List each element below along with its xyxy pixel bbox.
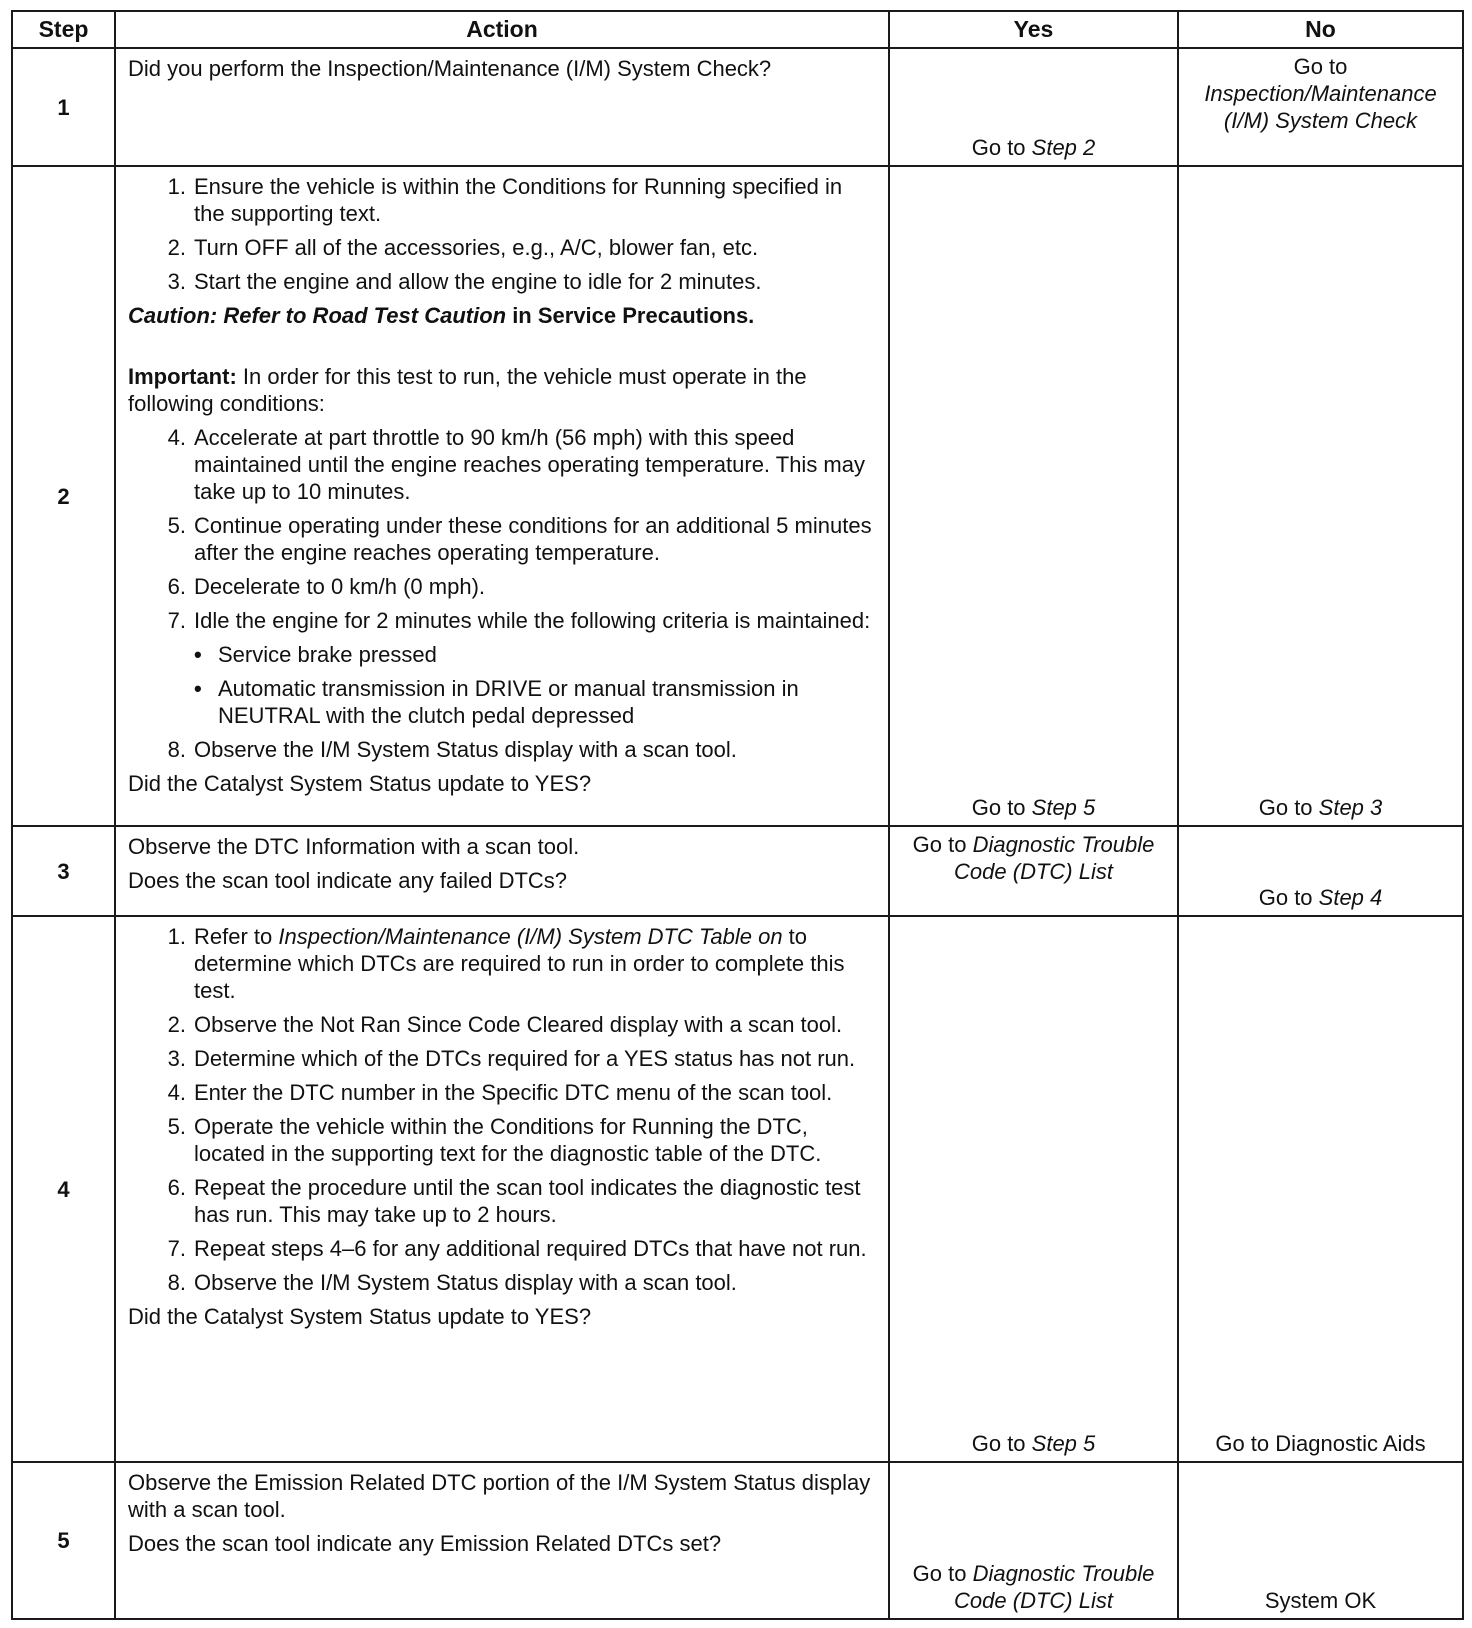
item-text (194, 923, 876, 1004)
no-prefix: Go to (1258, 885, 1319, 910)
list-item (128, 573, 876, 600)
step-number: 4 (12, 916, 115, 1462)
item-number: 8. (167, 1270, 186, 1295)
list-item (128, 173, 876, 227)
item-number: 6. (167, 574, 186, 599)
action-cell (115, 826, 889, 916)
yes-link[interactable]: Step 2 (1031, 135, 1096, 160)
item-text: Operate the vehicle within the Conditions for Running the DTC, located in the supporting text for the diagnostic table of the DTC. (194, 1114, 822, 1166)
yes-prefix: Go to (971, 135, 1032, 160)
item-number: 2. (167, 235, 186, 260)
item-number: 1. (167, 924, 186, 949)
yes-prefix: Go to (971, 1431, 1032, 1456)
list-item (128, 268, 876, 295)
bullet-item (128, 675, 876, 729)
step-number: 1 (12, 48, 115, 166)
list-item (128, 234, 876, 261)
action-question: Does the scan tool indicate any failed DTCs? (128, 868, 568, 893)
no-cell (1178, 916, 1463, 1462)
action-cell (115, 916, 889, 1462)
action-question: Does the scan tool indicate any Emission Related DTCs set? (128, 1531, 722, 1556)
item-text: Turn OFF all of the accessories, e.g., A/C, blower fan, etc. (194, 235, 759, 260)
action-question: Did the Catalyst System Status update to YES? (128, 1304, 592, 1329)
bullet-item (128, 641, 876, 668)
item-text: Continue operating under these conditions for an additional 5 minutes after the engine reaches operating temperature. (194, 513, 872, 565)
caution-text: in Service Precautions. (506, 303, 755, 328)
system-ok-text: System OK (1264, 1588, 1377, 1613)
yes-link[interactable]: Diagnostic Trouble Code (DTC) List (954, 1561, 1155, 1613)
no-link[interactable]: Step 3 (1318, 795, 1383, 820)
header-row (12, 11, 1463, 48)
item-text: Observe the Not Ran Since Code Cleared display with a scan tool. (194, 1012, 843, 1037)
item-number: 3. (167, 269, 186, 294)
item-text: Ensure the vehicle is within the Conditions for Running specified in the supporting text. (194, 174, 843, 226)
bullet-icon: • (194, 642, 202, 667)
list-item (128, 1011, 876, 1038)
header-action: Action (115, 11, 889, 48)
item-text: Repeat steps 4–6 for any additional required DTCs that have not run. (194, 1236, 867, 1261)
item-number: 1. (167, 174, 186, 199)
item-number: 5. (167, 1114, 186, 1139)
item-text: Decelerate to 0 km/h (0 mph). (194, 574, 486, 599)
item-text: Start the engine and allow the engine to idle for 2 minutes. (194, 269, 762, 294)
item-number: 6. (167, 1175, 186, 1200)
table-row (12, 1462, 1463, 1619)
no-link[interactable]: Go to Diagnostic Aids (1215, 1431, 1426, 1456)
action-cell (115, 166, 889, 826)
caution-label: Caution: Refer to Road Test Caution (128, 303, 507, 328)
list-item (128, 1113, 876, 1167)
yes-cell (889, 826, 1178, 916)
yes-prefix: Go to (912, 1561, 973, 1586)
item-number: 7. (167, 1236, 186, 1261)
action-cell (115, 48, 889, 166)
table-row (12, 826, 1463, 916)
dtc-table-link[interactable]: Inspection/Maintenance (I/M) System DTC Table on (278, 924, 783, 949)
yes-prefix: Go to (912, 832, 973, 857)
action-text: Observe the DTC Information with a scan tool. (128, 834, 580, 859)
step-number: 3 (12, 826, 115, 916)
header-no: No (1178, 11, 1463, 48)
item-text: Determine which of the DTCs required for a YES status has not run. (194, 1046, 856, 1071)
table-row (12, 916, 1463, 1462)
header-yes: Yes (889, 11, 1178, 48)
table-row (12, 48, 1463, 166)
yes-prefix: Go to (971, 795, 1032, 820)
caution-note (128, 302, 876, 329)
item-text: Idle the engine for 2 minutes while the following criteria is maintained: (194, 608, 871, 633)
no-link[interactable]: Inspection/Maintenance (I/M) System Check (1204, 81, 1437, 133)
yes-link[interactable]: Step 5 (1031, 1431, 1096, 1456)
list-item (128, 424, 876, 505)
list-item (128, 1235, 876, 1262)
action-cell (115, 1462, 889, 1619)
bullet-icon: • (194, 676, 202, 701)
item-text: Observe the I/M System Status display with a scan tool. (194, 737, 737, 762)
no-cell (1178, 48, 1463, 166)
no-cell (1178, 1462, 1463, 1619)
item-text: Observe the I/M System Status display with a scan tool. (194, 1270, 737, 1295)
list-item (128, 512, 876, 566)
item-number: 7. (167, 608, 186, 633)
action-question: Did you perform the Inspection/Maintenance (I/M) System Check? (128, 56, 772, 81)
yes-cell (889, 916, 1178, 1462)
yes-link[interactable]: Diagnostic Trouble Code (DTC) List (954, 832, 1155, 884)
no-cell (1178, 166, 1463, 826)
list-item (128, 1174, 876, 1228)
diagnostic-table (11, 10, 1464, 1620)
step-number: 5 (12, 1462, 115, 1619)
item-number: 4. (167, 425, 186, 450)
list-item (128, 607, 876, 634)
no-prefix: Go to (1293, 54, 1348, 79)
no-link[interactable]: Step 4 (1318, 885, 1383, 910)
item-number: 4. (167, 1080, 186, 1105)
no-prefix: Go to (1258, 795, 1319, 820)
item-text: Accelerate at part throttle to 90 km/h (56 mph) with this speed maintained until the engine reaches operating temperature. This may take up to 10 minutes. (194, 425, 865, 504)
yes-cell (889, 166, 1178, 826)
no-cell (1178, 826, 1463, 916)
header-step: Step (12, 11, 115, 48)
list-item (128, 736, 876, 763)
list-item (128, 1045, 876, 1072)
item-text: Repeat the procedure until the scan tool indicates the diagnostic test has run. This may take up to 2 hours. (194, 1175, 861, 1227)
item-prefix: Refer to (194, 924, 279, 949)
action-question: Did the Catalyst System Status update to YES? (128, 771, 592, 796)
important-note (128, 363, 876, 417)
list-item (128, 1269, 876, 1296)
item-text: Enter the DTC number in the Specific DTC menu of the scan tool. (194, 1080, 833, 1105)
bullet-text: Automatic transmission in DRIVE or manual transmission in NEUTRAL with the clutch pedal depressed (218, 676, 799, 728)
item-number: 5. (167, 513, 186, 538)
important-label: Important: (128, 364, 237, 389)
yes-cell (889, 48, 1178, 166)
item-suffix: to determine which DTCs are required to run in order to complete this test. (194, 924, 845, 1003)
item-number: 3. (167, 1046, 186, 1071)
step-number: 2 (12, 166, 115, 826)
yes-link[interactable]: Step 5 (1031, 795, 1096, 820)
bullet-text: Service brake pressed (218, 642, 437, 667)
important-text: In order for this test to run, the vehicle must operate in the following conditions: (128, 364, 807, 416)
item-number: 8. (167, 737, 186, 762)
list-item (128, 923, 876, 1004)
table-row (12, 166, 1463, 826)
list-item (128, 1079, 876, 1106)
yes-cell (889, 1462, 1178, 1619)
item-number: 2. (167, 1012, 186, 1037)
action-text: Observe the Emission Related DTC portion of the I/M System Status display with a scan tool. (128, 1470, 871, 1522)
